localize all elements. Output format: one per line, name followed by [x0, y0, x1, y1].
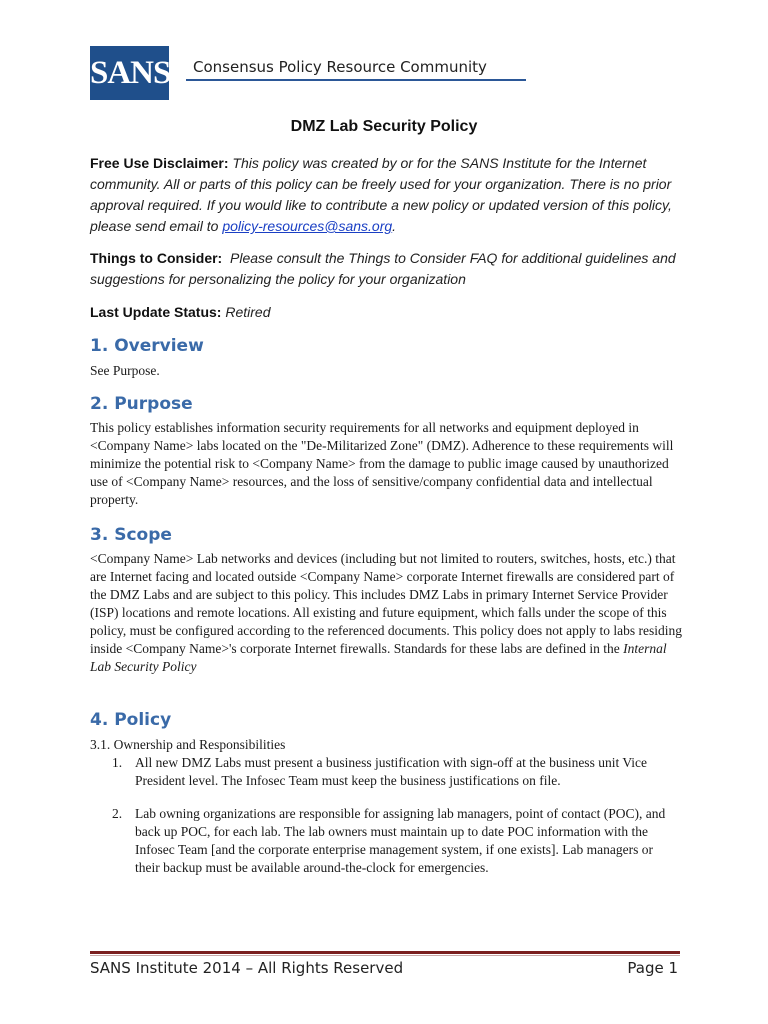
- purpose-body: This policy establishes information security requirements for all networks and equipment deployed in <Company Name> labs located on the "De-Militarized Zone" (DMZ). Adherence to these requirements will minimize the potential risk to <Company Name> from the damage to public image caused by unauthorized use of <Company Name> resources, and the loss of sensitive/company confidential data and intellectual property.: [90, 420, 674, 507]
- list-item: [112, 754, 684, 790]
- status-label: Last Update Status:: [90, 304, 222, 320]
- scope-body: [90, 550, 682, 676]
- scope-text: <Company Name> Lab networks and devices (including but not limited to routers, switches, hosts, etc.) that are Internet facing and located outside <Company Name> corporate Internet firewalls are considered part of the DMZ Labs and are subject to this policy. This includes DMZ Labs in primary Internet Service Provider (ISP) locations and remote locations. All existing and future equipment, which falls under the scope of this policy, must be configured according to the referenced documents. This policy does not apply to labs residing inside <Company Name>'s corporate Internet firewalls. Standards for these labs are defined in the: [90, 551, 682, 656]
- list-item: [112, 805, 684, 895]
- consider-paragraph: [90, 248, 690, 290]
- status-line: [90, 302, 690, 323]
- logo-text: SANS: [90, 55, 171, 91]
- status-value: Retired: [225, 304, 271, 320]
- footer-copyright: SANS Institute 2014 – All Rights Reserved: [90, 959, 404, 977]
- policy-subheading: 3.1. Ownership and Responsibilities: [90, 737, 286, 752]
- disclaimer-label: Free Use Disclaimer:: [90, 155, 229, 171]
- page-number: Page 1: [627, 959, 678, 977]
- document-title: DMZ Lab Security Policy: [290, 118, 478, 135]
- header-title: Consensus Policy Resource Community: [193, 58, 487, 76]
- overview-heading: 1. Overview: [90, 336, 204, 356]
- scope-reference: Internal Lab Security Policy: [90, 641, 667, 674]
- disclaimer-paragraph: [90, 153, 690, 237]
- consider-label: Things to Consider:: [90, 250, 223, 266]
- list-item-text: Lab owning organizations are responsible for assigning lab managers, point of contact (POC), and back up POC, for each lab. The lab owners must maintain up to date POC information with the Infosec Team [and the corporate enterprise management system, if one exists]. Lab managers or their backup must be available around-the-clock for emergencies.: [135, 806, 666, 875]
- sans-logo: [90, 46, 169, 100]
- policy-heading: 4. Policy: [90, 710, 172, 730]
- list-item-number: 1.: [112, 755, 123, 770]
- footer-rule-secondary: [90, 955, 680, 956]
- consider-text: Please consult the Things to Consider FAQ for additional guidelines and suggestions for personalizing the policy for your organization: [90, 250, 676, 287]
- disclaimer-text: This policy was created by or for the SANS Institute for the Internet community. All or parts of this policy can be freely used for your organization. There is no prior approval required. If you would like to contribute a new policy or updated version of this policy, please send email to: [90, 155, 672, 234]
- list-item-text: All new DMZ Labs must present a business justification with sign-off at the business unit Vice President level. The Infosec Team must keep the business justifications on file.: [135, 755, 647, 788]
- footer-rule: [90, 951, 680, 954]
- list-item-number: 2.: [112, 806, 123, 821]
- purpose-heading: 2. Purpose: [90, 394, 193, 414]
- disclaimer-end: .: [392, 218, 397, 234]
- email-link[interactable]: policy-resources@sans.org: [222, 218, 393, 234]
- overview-body: See Purpose.: [90, 363, 160, 378]
- scope-heading: 3. Scope: [90, 525, 172, 545]
- header-rule: [186, 79, 526, 81]
